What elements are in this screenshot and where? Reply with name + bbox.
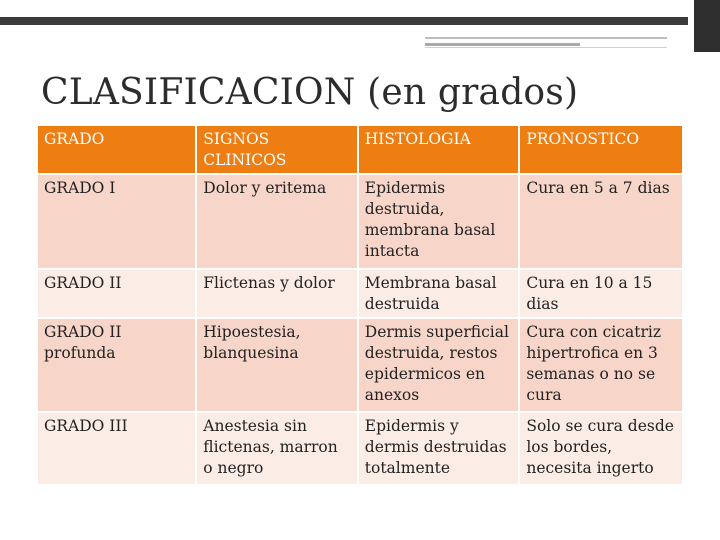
table-row: [37, 412, 683, 485]
classification-table: [36, 124, 684, 486]
cell-grado: GRADO I: [37, 174, 196, 269]
header-signos-clinicos: SIGNOS CLINICOS: [196, 125, 358, 174]
cell-histologia: Epidermis destruida, membrana basal intacta: [358, 174, 520, 269]
slide-title: CLASIFICACION (en grados): [41, 72, 579, 113]
cell-pronostico: Cura con cicatriz hipertrofica en 3 semanas o no se cura: [519, 318, 683, 412]
cell-signos: Anestesia sin flictenas, marron o negro: [196, 412, 358, 485]
table-row: [37, 174, 683, 269]
header-histologia: HISTOLOGIA: [358, 125, 520, 174]
header-pronostico: PRONOSTICO: [519, 125, 683, 174]
cell-signos: Hipoestesia, blanquesina: [196, 318, 358, 412]
top-decoration-bar: [0, 17, 688, 25]
header-grado: GRADO: [37, 125, 196, 174]
cell-grado: GRADO III: [37, 412, 196, 485]
decorative-lines: [425, 37, 667, 49]
cell-pronostico: Cura en 5 a 7 dias: [519, 174, 683, 269]
cell-signos: Dolor y eritema: [196, 174, 358, 269]
corner-decoration-block: [694, 0, 720, 52]
table-row: [37, 269, 683, 318]
cell-histologia: Epidermis y dermis destruidas totalmente: [358, 412, 520, 485]
table-header-row: [37, 125, 683, 174]
table-row: [37, 318, 683, 412]
cell-signos: Flictenas y dolor: [196, 269, 358, 318]
cell-pronostico: Solo se cura desde los bordes, necesita ingerto: [519, 412, 683, 485]
cell-histologia: Membrana basal destruida: [358, 269, 520, 318]
cell-grado: GRADO II profunda: [37, 318, 196, 412]
cell-pronostico: Cura en 10 a 15 dias: [519, 269, 683, 318]
cell-histologia: Dermis superficial destruida, restos epidermicos en anexos: [358, 318, 520, 412]
cell-grado: GRADO II: [37, 269, 196, 318]
